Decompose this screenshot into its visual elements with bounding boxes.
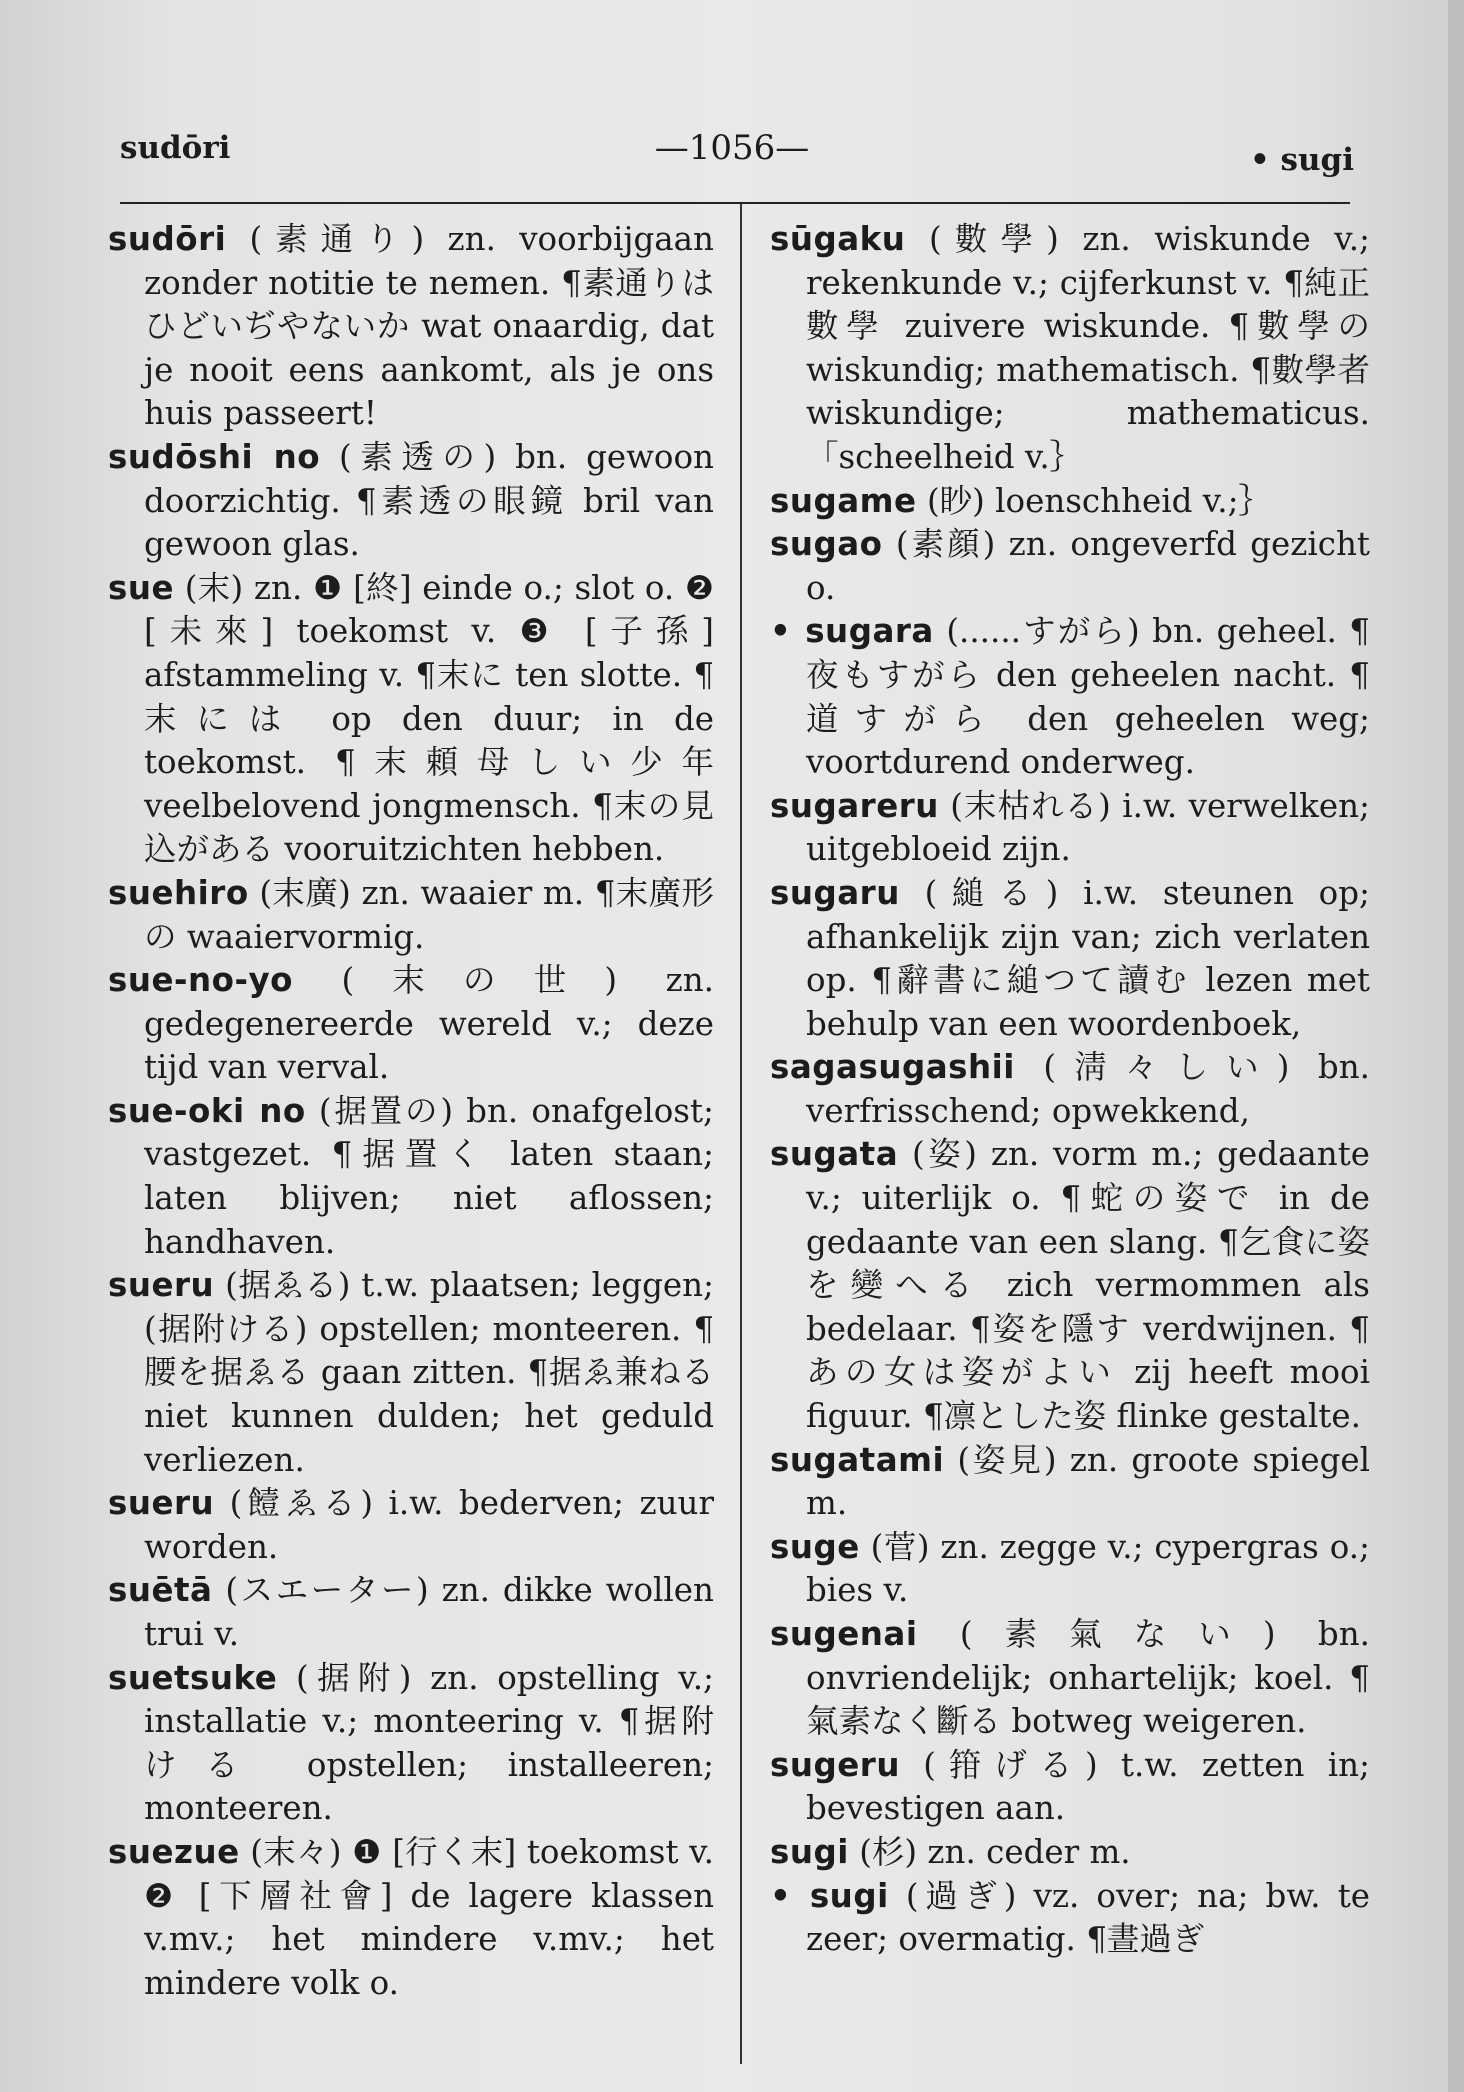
definition: (......すがら) bn. geheel. ¶夜もすがら den geheelen nacht. ¶道すがら den geheelen weg; voortdurend onderweg. [806,612,1370,782]
headword: sūgaku [770,220,906,258]
entry [770,1439,1370,1526]
definition: (姿) zn. vorm m.; gedaante v.; uiterlijk o. ¶蛇の姿で in de gedaante van een slang. ¶乞食に姿を變へる zich vermommen als bedelaar. ¶姿を隱す verdwijnen. ¶あの女は姿がよい zij heeft mooi figuur. ¶凛とした姿 flinke gestalte. [806,1135,1370,1436]
entry [108,1831,714,2005]
headword: suehiro [108,873,249,912]
running-head-left: sudōri [120,130,231,166]
entry [770,1526,1370,1613]
header-rule [120,202,1350,204]
entry [770,1744,1370,1831]
headword: suezue [108,1832,240,1871]
headword: sueru [108,1484,215,1523]
entry [770,218,1370,480]
headword: • sugara [770,612,934,651]
definition: (末枯れる) i.w. verwelken; uitgebloeid zijn. [806,786,1370,869]
right-column [770,218,1370,1962]
entry [108,1482,714,1569]
headword: suge [770,1527,860,1566]
running-head-right: • sugi [1249,142,1354,178]
headword: sugeru [770,1745,900,1784]
definition: (饐ゑる) i.w. bederven; zuur worden. [144,1484,714,1566]
headword: sugata [770,1135,899,1174]
definition: (素通り) zn. voorbijgaan zonder notitie te nemen. ¶素通りはひどいぢやないか wat onaardig, dat je nooit eens aankomt, als je ons huis passeert! [144,220,714,433]
entry [108,567,714,872]
definition: (過ぎ) vz. over; na; bw. te zeer; overmatig. ¶晝過ぎ [806,1876,1370,1959]
definition: (素透の) bn. gewoon doorzichtig. ¶素透の眼鏡 bril van gewoon glas. [144,437,714,564]
definition: (姿見) zn. groote spiegel m. [806,1440,1370,1523]
definition: (數學) zn. wiskunde v.; rekenkunde v.; cijferkunst v. ¶純正數學 zuivere wiskunde. ¶數學の wiskundig; mathematisch. ¶數學者 wiskundige; mathematicus. 「scheelheid v.｝ [806,220,1370,476]
headword: sagasugashii [770,1048,1015,1087]
entry [108,218,714,436]
entry [108,1657,714,1831]
entry [108,436,714,567]
definition: (素氣ない) bn. onvriendelijk; onhartelijk; koel. ¶氣素なく斷る botweg weigeren. [806,1615,1370,1741]
entry [108,872,714,959]
definition: (縋る) i.w. steunen op; afhankelijk zijn van; zich verlaten op. ¶辭書に縋つて讀む lezen met behulp van een woordenboek, [806,873,1370,1043]
page-number: —1056— [654,128,810,168]
definition: (末々) ❶ [行く末] toekomst v. ❷ [下層社會] de lagere klassen v.mv.; het mindere v.mv.; het mindere volk o. [144,1832,714,2002]
entry [770,872,1370,1046]
definition: (素顔) zn. ongeverfd gezicht o. [806,525,1370,607]
headword: sudōshi no [108,437,321,476]
entry [108,1090,714,1264]
definition: (杉) zn. ceder m. [859,1832,1131,1871]
entry [770,1875,1370,1962]
headword: sugame [770,481,917,520]
definition: (据附) zn. opstelling v.; installatie v.; monteering v. ¶据附ける opstellen; installeeren; monteeren. [144,1658,714,1828]
headword: sugatami [770,1440,945,1479]
definition: (据置の) bn. onafgelost; vastgezet. ¶据置く laten staan; laten blijven; niet aflossen; handhaven. [144,1091,714,1261]
headword: sugao [770,525,883,564]
headword: sue-no-yo [108,961,293,1000]
headword: • sugi [770,1876,889,1915]
headword: sugi [770,1832,849,1871]
definition: (淸々しい) bn. verfrisschend; opwekkend, [806,1048,1370,1130]
column-divider [740,204,742,2064]
definition: (眇) loenschheid v.;｝ [926,481,1272,520]
headword: sugenai [770,1615,918,1653]
definition: (菅) zn. zegge v.; cypergras o.; bies v. [806,1527,1370,1610]
definition: (箝げる) t.w. zetten in; bevestigen aan. [806,1745,1370,1828]
entry [770,480,1370,524]
entry [770,785,1370,872]
headword: sudōri [108,220,227,258]
entry [770,1613,1370,1744]
page-edge-shadow [1448,0,1464,2092]
entry [770,1133,1370,1438]
headword: sugaru [770,873,900,912]
headword: suētā [108,1571,213,1610]
definition: (据ゑる) t.w. plaatsen; leggen; (据附ける) opstellen; monteeren. ¶腰を据ゑる gaan zitten. ¶据ゑ兼ねる niet kunnen dulden; het geduld verliezen. [144,1266,714,1479]
entry [770,1831,1370,1875]
headword: suetsuke [108,1658,278,1697]
definition: (末) zn. ❶ [終] einde o.; slot o. ❷ [未來] toekomst v. ❸ [子孫] afstammeling v. ¶末に ten slotte. ¶末には op den duur; in de toekomst. ¶末頼母しい少年 veelbelovend jongmensch. ¶末の見込がある vooruitzichten hebben. [144,568,714,869]
headword: sue-oki no [108,1091,306,1130]
definition: (末廣) zn. waaier m. ¶末廣形の waaiervormig. [144,873,714,956]
entry [108,1569,714,1656]
left-column [108,218,714,2005]
definition: (スエーター) zn. dikke wollen trui v. [144,1571,714,1653]
definition: (末の世) zn. gedegenereerde wereld v.; deze tijd van verval. [144,961,714,1087]
entry [108,1264,714,1482]
entry [770,523,1370,610]
headword: sue [108,568,175,607]
entry [108,959,714,1090]
entry [770,1046,1370,1133]
entry [770,610,1370,784]
headword: sugareru [770,786,939,825]
headword: sueru [108,1266,215,1305]
